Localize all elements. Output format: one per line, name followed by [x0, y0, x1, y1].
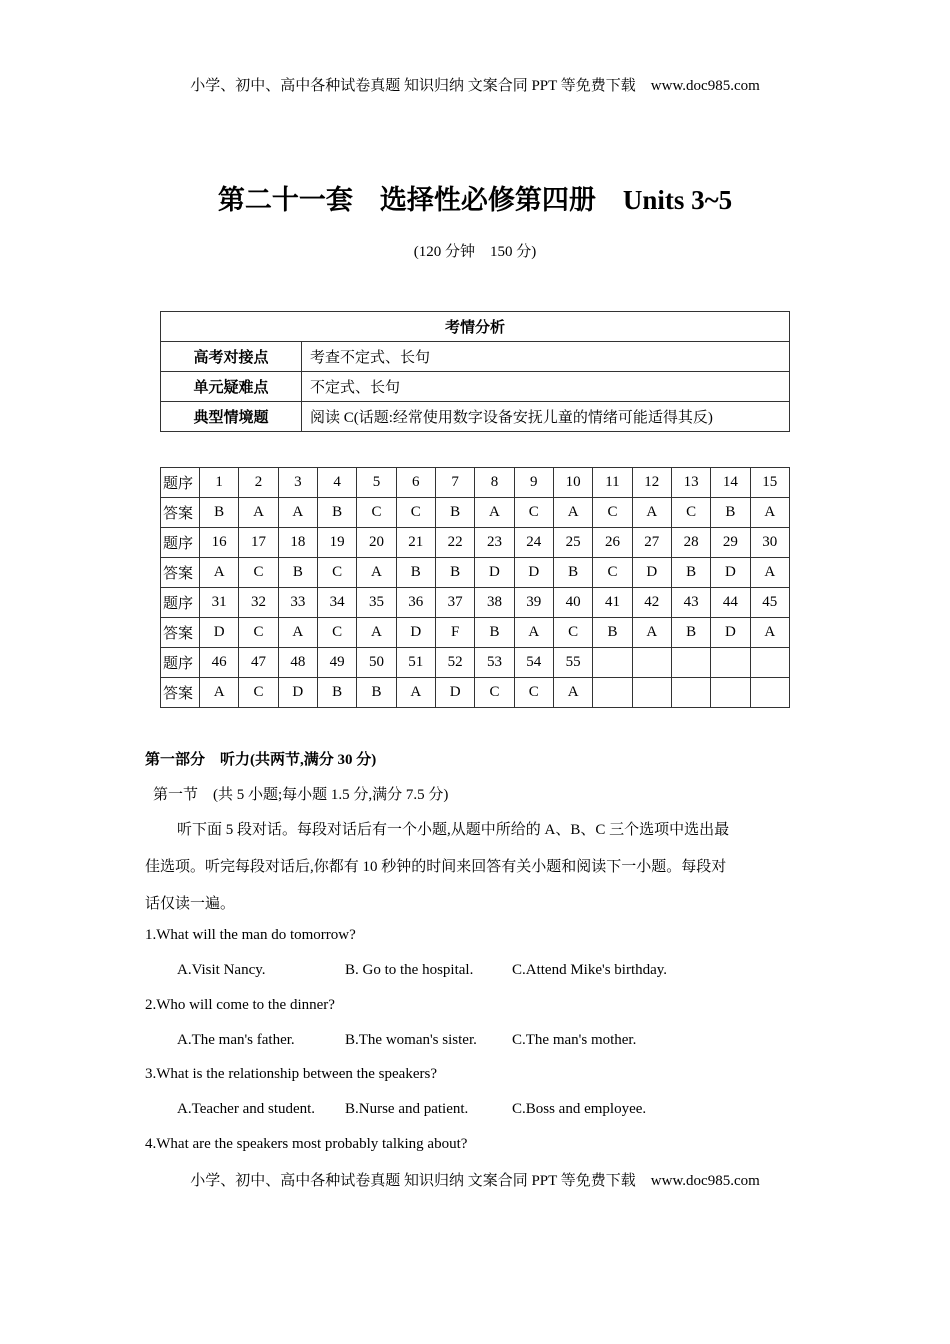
analysis-table: [160, 311, 790, 432]
answer-cell: D: [435, 678, 474, 708]
answer-cell: C: [475, 678, 514, 708]
answer-table: [160, 467, 790, 708]
question-number-cell: 54: [514, 648, 553, 678]
question-number-cell: 41: [593, 588, 632, 618]
question-number-cell: 34: [317, 588, 356, 618]
question-text: 4.What are the speakers most probably talking about?: [145, 1135, 468, 1152]
answer-cell: A: [396, 678, 435, 708]
question-number-cell: 4: [317, 468, 356, 498]
answer-cell: A: [632, 498, 671, 528]
question-number-cell: 52: [435, 648, 474, 678]
analysis-value: 考查不定式、长句: [302, 342, 790, 372]
answer-option: B.The woman's sister.: [345, 1031, 477, 1048]
answer-cell: D: [632, 558, 671, 588]
answer-cell: B: [671, 618, 710, 648]
answer-cell: D: [278, 678, 317, 708]
answer-cell: C: [239, 558, 278, 588]
answer-cell: B: [435, 498, 474, 528]
answer-cell: C: [514, 498, 553, 528]
answer-row: [161, 678, 790, 708]
answer-cell: C: [593, 558, 632, 588]
question-number-cell: 6: [396, 468, 435, 498]
question-number-cell: 40: [553, 588, 592, 618]
question-number-cell: 53: [475, 648, 514, 678]
question-number-cell: 48: [278, 648, 317, 678]
analysis-value: 不定式、长句: [302, 372, 790, 402]
answer-cell: A: [475, 498, 514, 528]
answer-option: B.Nurse and patient.: [345, 1101, 469, 1117]
answer-cell: A: [750, 498, 789, 528]
answer-option: C.The man's mother.: [512, 1031, 637, 1048]
answer-cell: B: [475, 618, 514, 648]
answer-option: A.Visit Nancy.: [177, 962, 266, 978]
answer-cell: D: [475, 558, 514, 588]
question-number-cell: 12: [632, 468, 671, 498]
answer-cell: D: [711, 558, 750, 588]
question-number-cell: 21: [396, 528, 435, 558]
answer-row: [161, 618, 790, 648]
answer-row: [161, 558, 790, 588]
question-number-cell: 45: [750, 588, 789, 618]
question-number-cell: 50: [357, 648, 396, 678]
answer-cell: A: [200, 558, 239, 588]
question-number-cell: 23: [475, 528, 514, 558]
answer-cell: [711, 678, 750, 708]
question-number-cell: 14: [711, 468, 750, 498]
question-number-cell: 9: [514, 468, 553, 498]
answer-cell: A: [514, 618, 553, 648]
question-number-cell: 11: [593, 468, 632, 498]
answer-cell: B: [671, 558, 710, 588]
question-number-cell: 17: [239, 528, 278, 558]
question-number-cell: 1: [200, 468, 239, 498]
answer-cell: A: [357, 618, 396, 648]
answer-cell: [632, 678, 671, 708]
answer-row: [161, 498, 790, 528]
answer-cell: B: [317, 678, 356, 708]
question-number-cell: 13: [671, 468, 710, 498]
answer-cell: B: [593, 618, 632, 648]
analysis-value: 阅读 C(话题:经常使用数字设备安抚儿童的情绪可能适得其反): [302, 402, 790, 432]
question-number-cell: 35: [357, 588, 396, 618]
question-text: 1.What will the man do tomorrow?: [145, 927, 356, 943]
header-banner: 小学、初中、高中各种试卷真题 知识归纳 文案合同 PPT 等免费下载 www.doc985.com: [190, 78, 760, 94]
answer-cell: B: [396, 558, 435, 588]
question-number-cell: 51: [396, 648, 435, 678]
question-number-cell: 20: [357, 528, 396, 558]
question-number-cell: 7: [435, 468, 474, 498]
row-label: 题序: [161, 648, 200, 678]
question-number-row: [161, 648, 790, 678]
answer-cell: A: [278, 618, 317, 648]
answer-cell: B: [357, 678, 396, 708]
question-number-cell: [750, 648, 789, 678]
answer-cell: A: [750, 618, 789, 648]
question-number-cell: 39: [514, 588, 553, 618]
row-label: 答案: [161, 498, 200, 528]
answer-cell: [671, 678, 710, 708]
answer-cell: A: [750, 558, 789, 588]
question-number-cell: 19: [317, 528, 356, 558]
answer-cell: B: [278, 558, 317, 588]
answer-cell: A: [357, 558, 396, 588]
question-number-cell: 8: [475, 468, 514, 498]
question-number-cell: [632, 648, 671, 678]
answer-cell: B: [317, 498, 356, 528]
answer-cell: [750, 678, 789, 708]
answer-cell: A: [278, 498, 317, 528]
row-label: 答案: [161, 618, 200, 648]
answer-cell: C: [317, 618, 356, 648]
row-label: 题序: [161, 528, 200, 558]
answer-cell: C: [357, 498, 396, 528]
question-number-cell: 16: [200, 528, 239, 558]
answer-option: A.The man's father.: [177, 1031, 295, 1048]
answer-cell: C: [396, 498, 435, 528]
answer-cell: D: [711, 618, 750, 648]
question-number-cell: 31: [200, 588, 239, 618]
question-number-cell: 18: [278, 528, 317, 558]
question-number-cell: [593, 648, 632, 678]
question-number-cell: 49: [317, 648, 356, 678]
answer-option: C.Attend Mike's birthday.: [512, 962, 668, 978]
question-number-cell: 42: [632, 588, 671, 618]
row-label: 答案: [161, 678, 200, 708]
answer-cell: C: [317, 558, 356, 588]
question-number-cell: 2: [239, 468, 278, 498]
question-number-cell: 26: [593, 528, 632, 558]
question-number-row: [161, 528, 790, 558]
answer-option: A.Teacher and student.: [177, 1101, 316, 1117]
question-number-cell: 55: [553, 648, 592, 678]
question-number-cell: 46: [200, 648, 239, 678]
row-label: 题序: [161, 588, 200, 618]
answer-cell: C: [514, 678, 553, 708]
section-heading: 第一节 (共 5 小题;每小题 1.5 分,满分 7.5 分): [153, 787, 449, 803]
question-number-cell: 37: [435, 588, 474, 618]
answer-cell: A: [632, 618, 671, 648]
answer-cell: A: [200, 678, 239, 708]
answer-cell: A: [553, 498, 592, 528]
question-number-cell: 24: [514, 528, 553, 558]
question-text: 2.Who will come to the dinner?: [145, 996, 335, 1013]
analysis-heading: 考情分析: [161, 312, 790, 342]
answer-cell: B: [435, 558, 474, 588]
question-number-row: [161, 468, 790, 498]
footer-banner: 小学、初中、高中各种试卷真题 知识归纳 文案合同 PPT 等免费下载 www.doc985.com: [190, 1173, 760, 1189]
analysis-label: 高考对接点: [161, 342, 302, 372]
question-number-cell: 25: [553, 528, 592, 558]
question-number-cell: 44: [711, 588, 750, 618]
answer-cell: B: [200, 498, 239, 528]
analysis-label: 单元疑难点: [161, 372, 302, 402]
question-number-cell: 32: [239, 588, 278, 618]
part-heading: 第一部分 听力(共两节,满分 30 分): [145, 752, 377, 768]
page-title: 第二十一套 选择性必修第四册 Units 3~5: [217, 185, 733, 215]
instruction-line: 听下面 5 段对话。每段对话后有一个小题,从题中所给的 A、B、C 三个选项中选出最: [177, 822, 730, 838]
question-number-cell: 27: [632, 528, 671, 558]
instruction-line: 佳选项。听完每段对话后,你都有 10 秒钟的时间来回答有关小题和阅读下一小题。每段对: [145, 859, 727, 875]
answer-cell: D: [396, 618, 435, 648]
question-number-cell: 36: [396, 588, 435, 618]
answer-cell: B: [711, 498, 750, 528]
answer-option: B. Go to the hospital.: [345, 962, 474, 978]
answer-cell: C: [593, 498, 632, 528]
answer-cell: D: [200, 618, 239, 648]
answer-cell: A: [553, 678, 592, 708]
instruction-line: 话仅读一遍。: [145, 896, 236, 912]
question-number-cell: 15: [750, 468, 789, 498]
answer-cell: A: [239, 498, 278, 528]
question-number-cell: 22: [435, 528, 474, 558]
analysis-label: 典型情境题: [161, 402, 302, 432]
question-number-cell: 5: [357, 468, 396, 498]
answer-cell: F: [435, 618, 474, 648]
question-number-row: [161, 588, 790, 618]
answer-cell: C: [671, 498, 710, 528]
question-number-cell: 10: [553, 468, 592, 498]
answer-cell: C: [239, 618, 278, 648]
question-number-cell: 3: [278, 468, 317, 498]
answer-cell: C: [239, 678, 278, 708]
question-number-cell: 43: [671, 588, 710, 618]
answer-cell: B: [553, 558, 592, 588]
question-text: 3.What is the relationship between the speakers?: [145, 1066, 437, 1082]
question-number-cell: 30: [750, 528, 789, 558]
row-label: 答案: [161, 558, 200, 588]
question-number-cell: 38: [475, 588, 514, 618]
question-number-cell: 29: [711, 528, 750, 558]
answer-option: C.Boss and employee.: [512, 1101, 647, 1117]
answer-cell: D: [514, 558, 553, 588]
answer-cell: [593, 678, 632, 708]
page-subtitle: (120 分钟 150 分): [413, 244, 537, 260]
question-number-cell: 28: [671, 528, 710, 558]
question-number-cell: 33: [278, 588, 317, 618]
question-number-cell: [711, 648, 750, 678]
question-number-cell: [671, 648, 710, 678]
answer-cell: C: [553, 618, 592, 648]
row-label: 题序: [161, 468, 200, 498]
question-number-cell: 47: [239, 648, 278, 678]
